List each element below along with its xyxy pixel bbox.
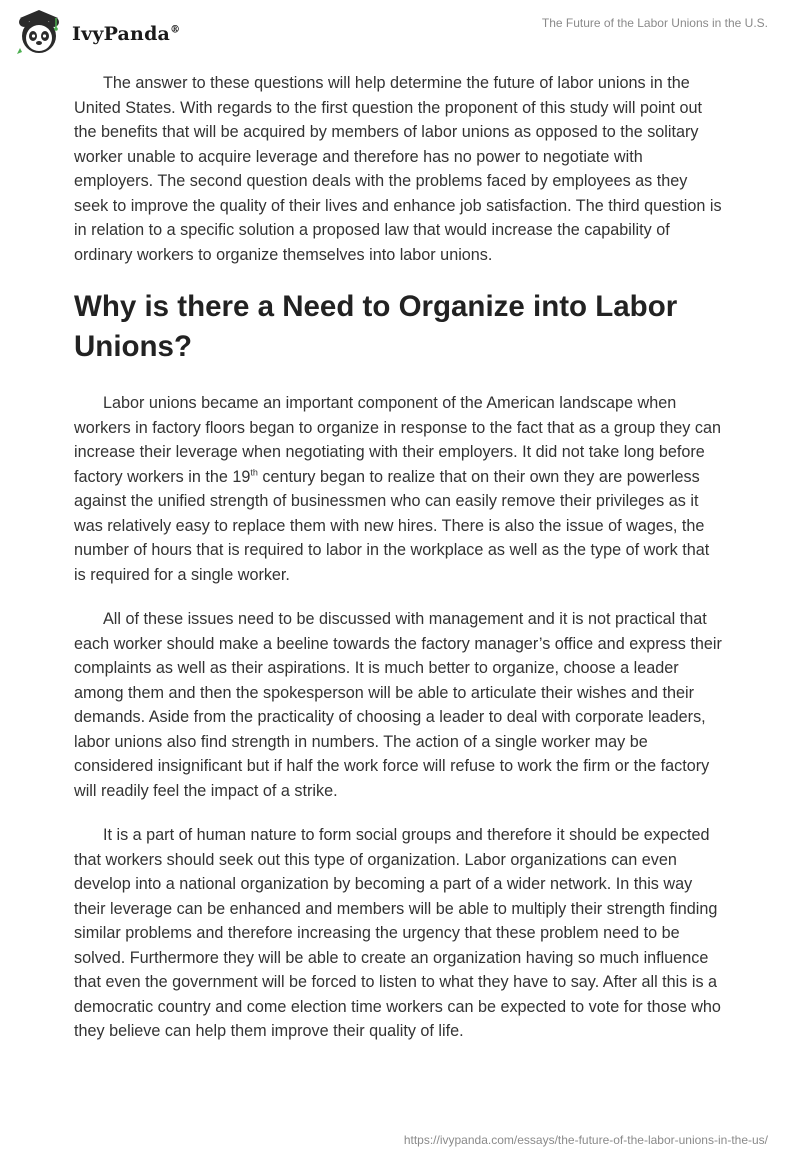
panda-graduate-icon <box>14 8 64 58</box>
source-url[interactable]: https://ivypanda.com/essays/the-future-of-the-labor-unions-in-the-us/ <box>403 1133 768 1147</box>
brand-name: IvyPanda® <box>72 23 181 45</box>
paragraph-1: The answer to these questions will help determine the future of labor unions in the United States. With regards to the first question the proponent of this study will point out the benefits that will be acquired by members of labor unions as opposed to the solitary worker unable to acquire leverage and therefore has no power to negotiate with employers. The second question deals with the problems faced by employees as they seek to improve the quality of their lives and enhance job satisfaction. The third question is in relation to a specific solution a proposed law that would increase the capability of ordinary workers to organize themselves into labor unions. <box>74 74 722 264</box>
paragraph-3: All of these issues need to be discussed with management and it is not practical that each worker should make a beeline towards the factory manager’s office and express their complaints as well as their aspirations. It is much better to organize, choose a leader among them and then the spokesperson will be able to articulate their wishes and their demands. Aside from the practicality of choosing a leader to deal with corporate leaders, labor unions also find strength in numbers. The action of a single worker may be considered insignificant but if half the work force will refuse to work the firm or the factory will readily feel the impact of a strike. <box>74 610 722 800</box>
section-heading: Why is there a Need to Organize into Labor Unions? <box>74 290 678 363</box>
paragraph-2: Labor unions became an important component of the American landscape when workers in factory floors began to organize in response to the fact that as a group they can increase their leverage when negotiating with their employers. It did not take long before factory workers in the 19th century began to realize that on their own they are powerless against the unified strength of businessmen who can easily remove their privileges as it was relatively easy to replace them with new hires. There is also the issue of wages, the number of hours that is required to labor in the workplace as well as the type of work that is required for a single worker. <box>74 394 721 584</box>
essay-body <box>74 71 724 1064</box>
document-title: The Future of the Labor Unions in the U.S. <box>541 16 768 30</box>
paragraph-4: It is a part of human nature to form social groups and therefore it should be expected that workers should seek out this type of organization. Labor organizations can even develop into a national organization by becoming a part of a wider network. In this way their leverage can be enhanced and members will be able to multiply their strength finding similar problems and therefore increasing the urgency that these problem need to be solved. Furthermore they will be able to create an organization having so much influence that even the government will be forced to listen to what they have to say. After all this is a democratic country and come election time workers can be expected to vote for those who they believe can help them improve their quality of life. <box>74 826 721 1040</box>
brand-logo[interactable] <box>14 8 180 58</box>
page-header <box>0 0 800 70</box>
